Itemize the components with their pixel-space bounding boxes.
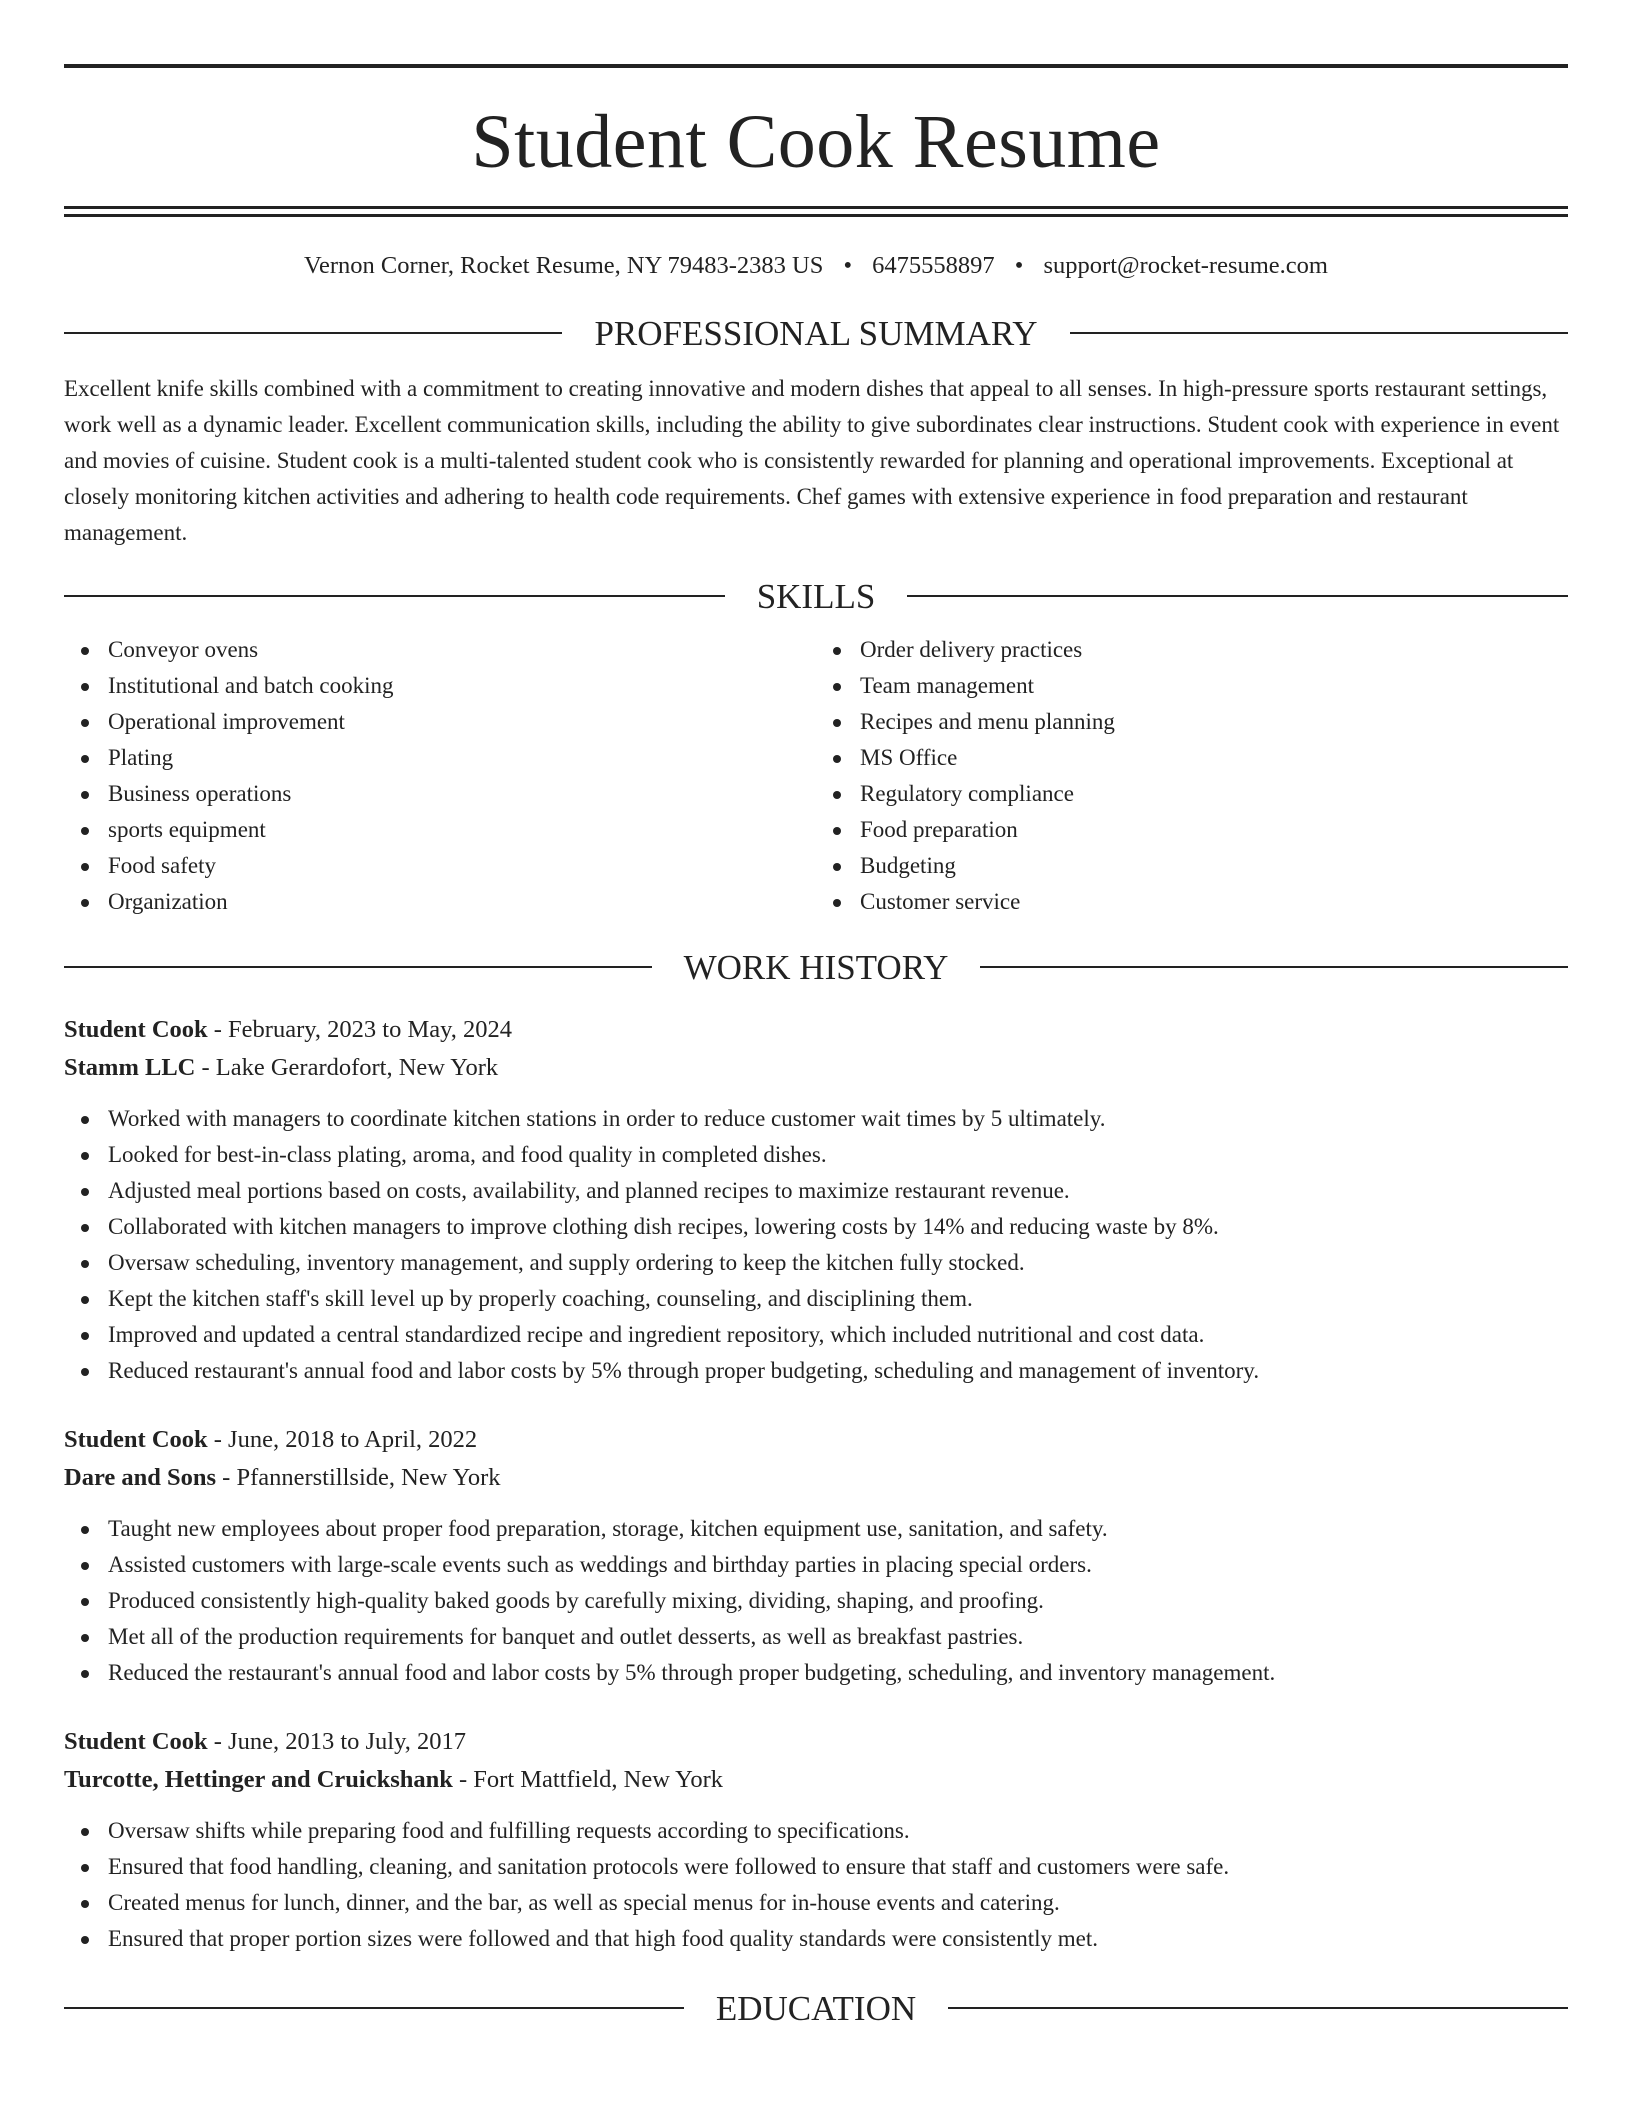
heading-rule-right — [1070, 332, 1568, 334]
summary-heading-label: PROFESSIONAL SUMMARY — [594, 313, 1038, 353]
job-company: Stamm LLC — [64, 1053, 196, 1081]
job-company-line — [64, 1761, 1568, 1799]
contact-separator: • — [843, 252, 853, 279]
education-heading — [64, 1988, 1568, 2028]
skill-item: Business operations — [64, 776, 816, 812]
job-dates: - June, 2013 to July, 2017 — [207, 1727, 467, 1755]
job-title-line — [64, 1011, 1568, 1049]
job-duty: Produced consistently high-quality baked goods by carefully mixing, dividing, shaping, and proofing. — [64, 1583, 1568, 1619]
job-dates: - February, 2023 to May, 2024 — [207, 1015, 513, 1043]
work-history-heading — [64, 947, 1568, 987]
job-dates: - June, 2018 to April, 2022 — [207, 1425, 478, 1453]
job-duties — [64, 1101, 1568, 1389]
contact-phone: 6475558897 — [872, 252, 995, 279]
heading-rule-left — [64, 966, 652, 968]
job-company: Turcotte, Hettinger and Cruickshank — [64, 1765, 453, 1793]
job-company: Dare and Sons — [64, 1463, 217, 1491]
skill-item: Regulatory compliance — [816, 776, 1568, 812]
heading-rule-right — [948, 2007, 1568, 2009]
skill-item: Operational improvement — [64, 704, 816, 740]
contact-email: support@rocket-resume.com — [1043, 252, 1328, 279]
job-duties — [64, 1813, 1568, 1957]
job-location: - Fort Mattfield, New York — [452, 1765, 724, 1793]
job-role: Student Cook — [64, 1727, 208, 1755]
job-entry — [64, 1011, 1568, 1389]
summary-text: Excellent knife skills combined with a commitment to creating innovative and modern dishes that appeal to all senses. In high-pressure sports restaurant settings, work well as a dynamic leader. Excellent communication skills, including the ability to give subordinates clear instructions. Student cook with experience in event and movies of cuisine. Student cook is a multi-talented student cook who is consistently rewarded for planning and operational improvements. Exceptional at closely monitoring kitchen activities and adhering to health code requirements. Chef games with extensive experience in food preparation and restaurant management. — [64, 375, 1560, 545]
resume-title: Student Cook Resume — [471, 100, 1161, 184]
skill-item: Institutional and batch cooking — [64, 668, 816, 704]
job-title-line — [64, 1723, 1568, 1761]
contact-line — [64, 250, 1568, 282]
education-heading-label: EDUCATION — [715, 1988, 917, 2028]
heading-rule-right — [907, 595, 1568, 597]
job-entry — [64, 1723, 1568, 1957]
job-company-line — [64, 1459, 1568, 1497]
skills-list — [64, 632, 1568, 920]
skill-item: MS Office — [816, 740, 1568, 776]
skill-item: Plating — [64, 740, 816, 776]
skill-item: Conveyor ovens — [64, 632, 816, 668]
title-double-rule — [64, 206, 1568, 217]
summary-heading — [64, 313, 1568, 353]
skill-item: Organization — [64, 884, 816, 920]
skill-item: Customer service — [816, 884, 1568, 920]
job-company-line — [64, 1049, 1568, 1087]
skill-item: Recipes and menu planning — [816, 704, 1568, 740]
job-duty: Adjusted meal portions based on costs, availability, and planned recipes to maximize restaurant revenue. — [64, 1173, 1568, 1209]
skill-item: Team management — [816, 668, 1568, 704]
job-duty: Reduced restaurant's annual food and labor costs by 5% through proper budgeting, scheduling and management of inventory. — [64, 1353, 1568, 1389]
skills-heading — [64, 576, 1568, 616]
job-location: - Pfannerstillside, New York — [216, 1463, 501, 1491]
job-location: - Lake Gerardofort, New York — [195, 1053, 499, 1081]
skills-column-left — [64, 632, 816, 920]
contact-separator: • — [1014, 252, 1024, 279]
job-duty: Oversaw scheduling, inventory management, and supply ordering to keep the kitchen fully stocked. — [64, 1245, 1568, 1281]
job-role: Student Cook — [64, 1425, 208, 1453]
job-duty: Improved and updated a central standardized recipe and ingredient repository, which included nutritional and cost data. — [64, 1317, 1568, 1353]
job-duty: Met all of the production requirements for banquet and outlet desserts, as well as breakfast pastries. — [64, 1619, 1568, 1655]
job-duties — [64, 1511, 1568, 1691]
job-duty: Collaborated with kitchen managers to improve clothing dish recipes, lowering costs by 14% and reducing waste by 8%. — [64, 1209, 1568, 1245]
job-duty: Worked with managers to coordinate kitchen stations in order to reduce customer wait times by 5 ultimately. — [64, 1101, 1568, 1137]
heading-rule-left — [64, 595, 725, 597]
job-role: Student Cook — [64, 1015, 208, 1043]
skills-heading-label: SKILLS — [756, 576, 876, 616]
job-duty: Created menus for lunch, dinner, and the bar, as well as special menus for in-house events and catering. — [64, 1885, 1568, 1921]
job-duty: Assisted customers with large-scale events such as weddings and birthday parties in placing special orders. — [64, 1547, 1568, 1583]
skill-item: sports equipment — [64, 812, 816, 848]
job-duty: Looked for best-in-class plating, aroma, and food quality in completed dishes. — [64, 1137, 1568, 1173]
job-duty: Taught new employees about proper food preparation, storage, kitchen equipment use, sanitation, and safety. — [64, 1511, 1568, 1547]
skill-item: Food safety — [64, 848, 816, 884]
heading-rule-right — [980, 966, 1568, 968]
heading-rule-left — [64, 2007, 684, 2009]
skill-item: Order delivery practices — [816, 632, 1568, 668]
job-duty: Ensured that proper portion sizes were followed and that high food quality standards were consistently met. — [64, 1921, 1568, 1957]
skill-item: Food preparation — [816, 812, 1568, 848]
work-history-heading-label: WORK HISTORY — [683, 947, 949, 987]
job-duty: Ensured that food handling, cleaning, and sanitation protocols were followed to ensure that staff and customers were safe. — [64, 1849, 1568, 1885]
job-duty: Oversaw shifts while preparing food and fulfilling requests according to specifications. — [64, 1813, 1568, 1849]
job-duty: Kept the kitchen staff's skill level up by properly coaching, counseling, and disciplining them. — [64, 1281, 1568, 1317]
top-rule — [64, 64, 1568, 68]
job-title-line — [64, 1421, 1568, 1459]
contact-address: Vernon Corner, Rocket Resume, NY 79483-2383 US — [303, 252, 824, 279]
skill-item: Budgeting — [816, 848, 1568, 884]
job-entry — [64, 1421, 1568, 1691]
job-duty: Reduced the restaurant's annual food and labor costs by 5% through proper budgeting, scheduling, and inventory management. — [64, 1655, 1568, 1691]
skills-column-right — [816, 632, 1568, 920]
heading-rule-left — [64, 332, 562, 334]
